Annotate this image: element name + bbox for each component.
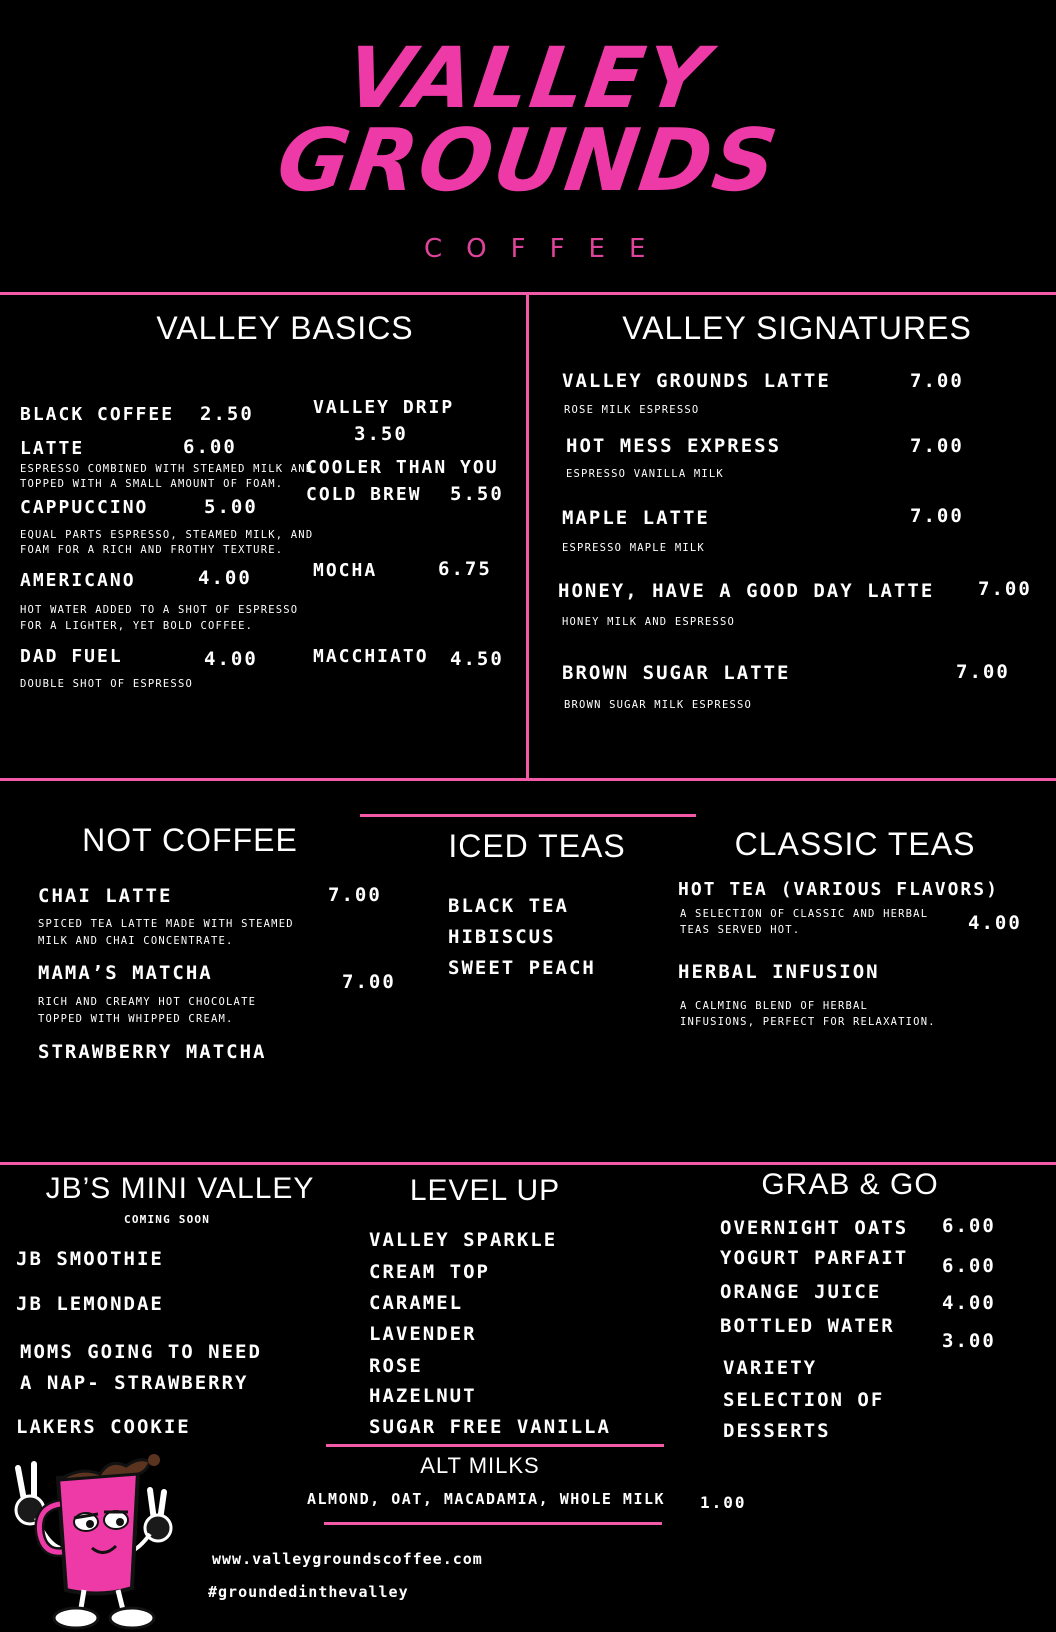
level-up-item-sugar-free-vanilla: SUGAR FREE VANILLA (369, 1416, 611, 1438)
signature-item-valley-grounds-latte: VALLEY GROUNDS LATTE (562, 370, 831, 392)
menu-price-mocha: 6.75 (438, 558, 492, 580)
grab-go-item-orange-juice: ORANGE JUICE (720, 1281, 882, 1303)
coffee-cup-mascot-icon (0, 1448, 200, 1632)
grab-go-item-yogurt-parfait: YOGURT PARFAIT (720, 1247, 909, 1269)
signature-price-hot-mess-express: 7.00 (910, 435, 964, 457)
grab-go-desserts-1: VARIETY (723, 1357, 818, 1379)
not-coffee-desc-mamas-matcha-1: RICH AND CREAMY HOT CHOCOLATE (38, 996, 257, 1008)
signature-desc-valley-grounds-latte: ROSE MILK ESPRESSO (564, 404, 700, 416)
mini-valley-item-moms-nap-2: A NAP- STRAWBERRY (20, 1372, 249, 1394)
menu-price-dad-fuel: 4.00 (204, 648, 258, 670)
signature-desc-hot-mess-express: ESPRESSO VANILLA MILK (566, 468, 724, 480)
signature-desc-honey-latte: HONEY MILK AND ESPRESSO (562, 616, 735, 628)
menu-desc-americano-1: HOT WATER ADDED TO A SHOT OF ESPRESSO (20, 604, 299, 616)
menu-item-black-coffee: BLACK COFFEE (20, 404, 175, 425)
not-coffee-desc-chai-latte-1: SPICED TEA LATTE MADE WITH STEAMED (38, 918, 294, 930)
footer-hashtag: #groundedinthevalley (208, 1583, 409, 1601)
divider-bottom (0, 1162, 1056, 1165)
logo-line-2: GROUNDS (271, 111, 785, 211)
section-title-valley-signatures: VALLEY SIGNATURES (622, 310, 972, 346)
divider-middle (0, 778, 1056, 781)
grab-go-desserts-2: SELECTION OF (723, 1389, 885, 1411)
alt-milks-price: 1.00 (700, 1493, 747, 1512)
menu-item-mocha: MOCHA (313, 560, 378, 581)
iced-tea-item-sweet-peach: SWEET PEACH (448, 957, 596, 979)
classic-tea-desc-herbal-infusion-2: INFUSIONS, PERFECT FOR RELAXATION. (680, 1016, 936, 1028)
not-coffee-desc-chai-latte-2: MILK AND CHAI CONCENTRATE. (38, 935, 234, 947)
signature-item-brown-sugar-latte: BROWN SUGAR LATTE (562, 662, 791, 684)
grab-go-item-bottled-water: BOTTLED WATER (720, 1315, 895, 1337)
menu-price-latte: 6.00 (183, 436, 237, 458)
signature-item-maple-latte: MAPLE LATTE (562, 507, 710, 529)
menu-desc-americano-2: FOR A LIGHTER, YET BOLD COFFEE. (20, 620, 254, 632)
divider-iced-teas (360, 814, 696, 817)
footer-website[interactable]: www.valleygroundscoffee.com (212, 1550, 483, 1568)
grab-go-price-orange-juice: 4.00 (942, 1292, 996, 1314)
level-up-item-cream-top: CREAM TOP (369, 1261, 490, 1283)
mini-valley-item-moms-nap-1: MOMS GOING TO NEED (20, 1341, 262, 1363)
level-up-item-valley-sparkle: VALLEY SPARKLE (369, 1229, 558, 1251)
grab-go-price-bottled-water: 3.00 (942, 1330, 996, 1352)
menu-desc-latte-1: ESPRESSO COMBINED WITH STEAMED MILK AND (20, 463, 314, 475)
mini-valley-coming-soon: COMING SOON (124, 1213, 211, 1226)
menu-desc-cappuccino-1: EQUAL PARTS ESPRESSO, STEAMED MILK, AND (20, 529, 314, 541)
menu-item-valley-drip: VALLEY DRIP (313, 397, 455, 418)
menu-item-americano: AMERICANO (20, 570, 136, 591)
grab-go-item-overnight-oats: OVERNIGHT OATS (720, 1217, 909, 1239)
signature-price-maple-latte: 7.00 (910, 505, 964, 527)
menu-item-dad-fuel: DAD FUEL (20, 646, 123, 667)
alt-milks-list: ALMOND, OAT, MACADAMIA, WHOLE MILK (307, 1490, 666, 1508)
section-title-level-up: LEVEL UP (409, 1174, 561, 1207)
menu-price-americano: 4.00 (198, 567, 252, 589)
grab-go-price-overnight-oats: 6.00 (942, 1215, 996, 1237)
grab-go-price-yogurt-parfait: 6.00 (942, 1255, 996, 1277)
not-coffee-price-chai-latte: 7.00 (328, 884, 382, 906)
section-title-alt-milks: ALT MILKS (420, 1453, 540, 1478)
menu-price-macchiato: 4.50 (450, 648, 504, 670)
level-up-item-hazelnut: HAZELNUT (369, 1385, 477, 1407)
level-up-item-caramel: CARAMEL (369, 1292, 464, 1314)
classic-tea-item-herbal-infusion: HERBAL INFUSION (678, 961, 880, 983)
signature-price-valley-grounds-latte: 7.00 (910, 370, 964, 392)
classic-tea-desc-herbal-infusion-1: A CALMING BLEND OF HERBAL (680, 1000, 869, 1012)
logo-subtitle: COFFEE (424, 234, 670, 264)
level-up-item-lavender: LAVENDER (369, 1323, 477, 1345)
signature-desc-brown-sugar-latte: BROWN SUGAR MILK ESPRESSO (564, 699, 753, 711)
level-up-item-rose: ROSE (369, 1355, 423, 1377)
divider-alt-milks-bottom (324, 1522, 662, 1525)
menu-item-cooler-than-you: COOLER THAN YOU (306, 457, 499, 478)
section-title-jbs-mini-valley: JB’S MINI VALLEY (45, 1172, 315, 1205)
mini-valley-item-lakers-cookie: LAKERS COOKIE (16, 1416, 191, 1438)
menu-item-macchiato: MACCHIATO (313, 646, 429, 667)
section-title-classic-teas: CLASSIC TEAS (734, 826, 976, 862)
not-coffee-item-strawberry-matcha: STRAWBERRY MATCHA (38, 1041, 267, 1063)
signature-price-brown-sugar-latte: 7.00 (956, 661, 1010, 683)
classic-tea-desc-hot-tea-2: TEAS SERVED HOT. (680, 924, 801, 936)
signature-desc-maple-latte: ESPRESSO MAPLE MILK (562, 542, 705, 554)
iced-tea-item-black-tea: BLACK TEA (448, 895, 569, 917)
section-title-grab-and-go: GRAB & GO (761, 1168, 939, 1201)
mini-valley-item-jb-lemondae: JB LEMONDAE (16, 1293, 164, 1315)
classic-tea-item-hot-tea: HOT TEA (VARIOUS FLAVORS) (678, 879, 999, 900)
grab-go-desserts-3: DESSERTS (723, 1420, 831, 1442)
not-coffee-desc-mamas-matcha-2: TOPPED WITH WHIPPED CREAM. (38, 1013, 234, 1025)
menu-price-black-coffee: 2.50 (200, 403, 254, 425)
menu-item-cappuccino: CAPPUCCINO (20, 497, 149, 518)
divider-alt-milks-top (326, 1444, 664, 1447)
menu-price-valley-drip: 3.50 (354, 423, 408, 445)
signature-item-honey-latte: HONEY, HAVE A GOOD DAY LATTE (558, 580, 935, 602)
divider-vertical (526, 292, 529, 780)
section-title-not-coffee: NOT COFFEE (82, 822, 298, 858)
iced-tea-item-hibiscus: HIBISCUS (448, 926, 556, 948)
section-title-iced-teas: ICED TEAS (448, 828, 626, 864)
signature-price-honey-latte: 7.00 (978, 578, 1032, 600)
menu-price-cold-brew: 5.50 (450, 483, 504, 505)
not-coffee-item-chai-latte: CHAI LATTE (38, 885, 173, 907)
mini-valley-item-jb-smoothie: JB SMOOTHIE (16, 1248, 164, 1270)
menu-item-cold-brew: COLD BREW (306, 484, 422, 505)
menu-price-cappuccino: 5.00 (204, 496, 258, 518)
menu-desc-dad-fuel: DOUBLE SHOT OF ESPRESSO (20, 678, 193, 690)
logo-line-1: VALLEY (340, 29, 716, 127)
classic-tea-price-hot-tea: 4.00 (968, 912, 1022, 934)
not-coffee-price-mamas-matcha: 7.00 (342, 971, 396, 993)
classic-tea-desc-hot-tea-1: A SELECTION OF CLASSIC AND HERBAL (680, 908, 929, 920)
not-coffee-item-mamas-matcha: MAMA’S MATCHA (38, 962, 213, 984)
section-title-valley-basics: VALLEY BASICS (156, 310, 414, 346)
signature-item-hot-mess-express: HOT MESS EXPRESS (566, 435, 782, 457)
menu-item-latte: LATTE (20, 438, 85, 459)
menu-desc-latte-2: TOPPED WITH A SMALL AMOUNT OF FOAM. (20, 478, 284, 490)
menu-desc-cappuccino-2: FOAM FOR A RICH AND FROTHY TEXTURE. (20, 544, 284, 556)
